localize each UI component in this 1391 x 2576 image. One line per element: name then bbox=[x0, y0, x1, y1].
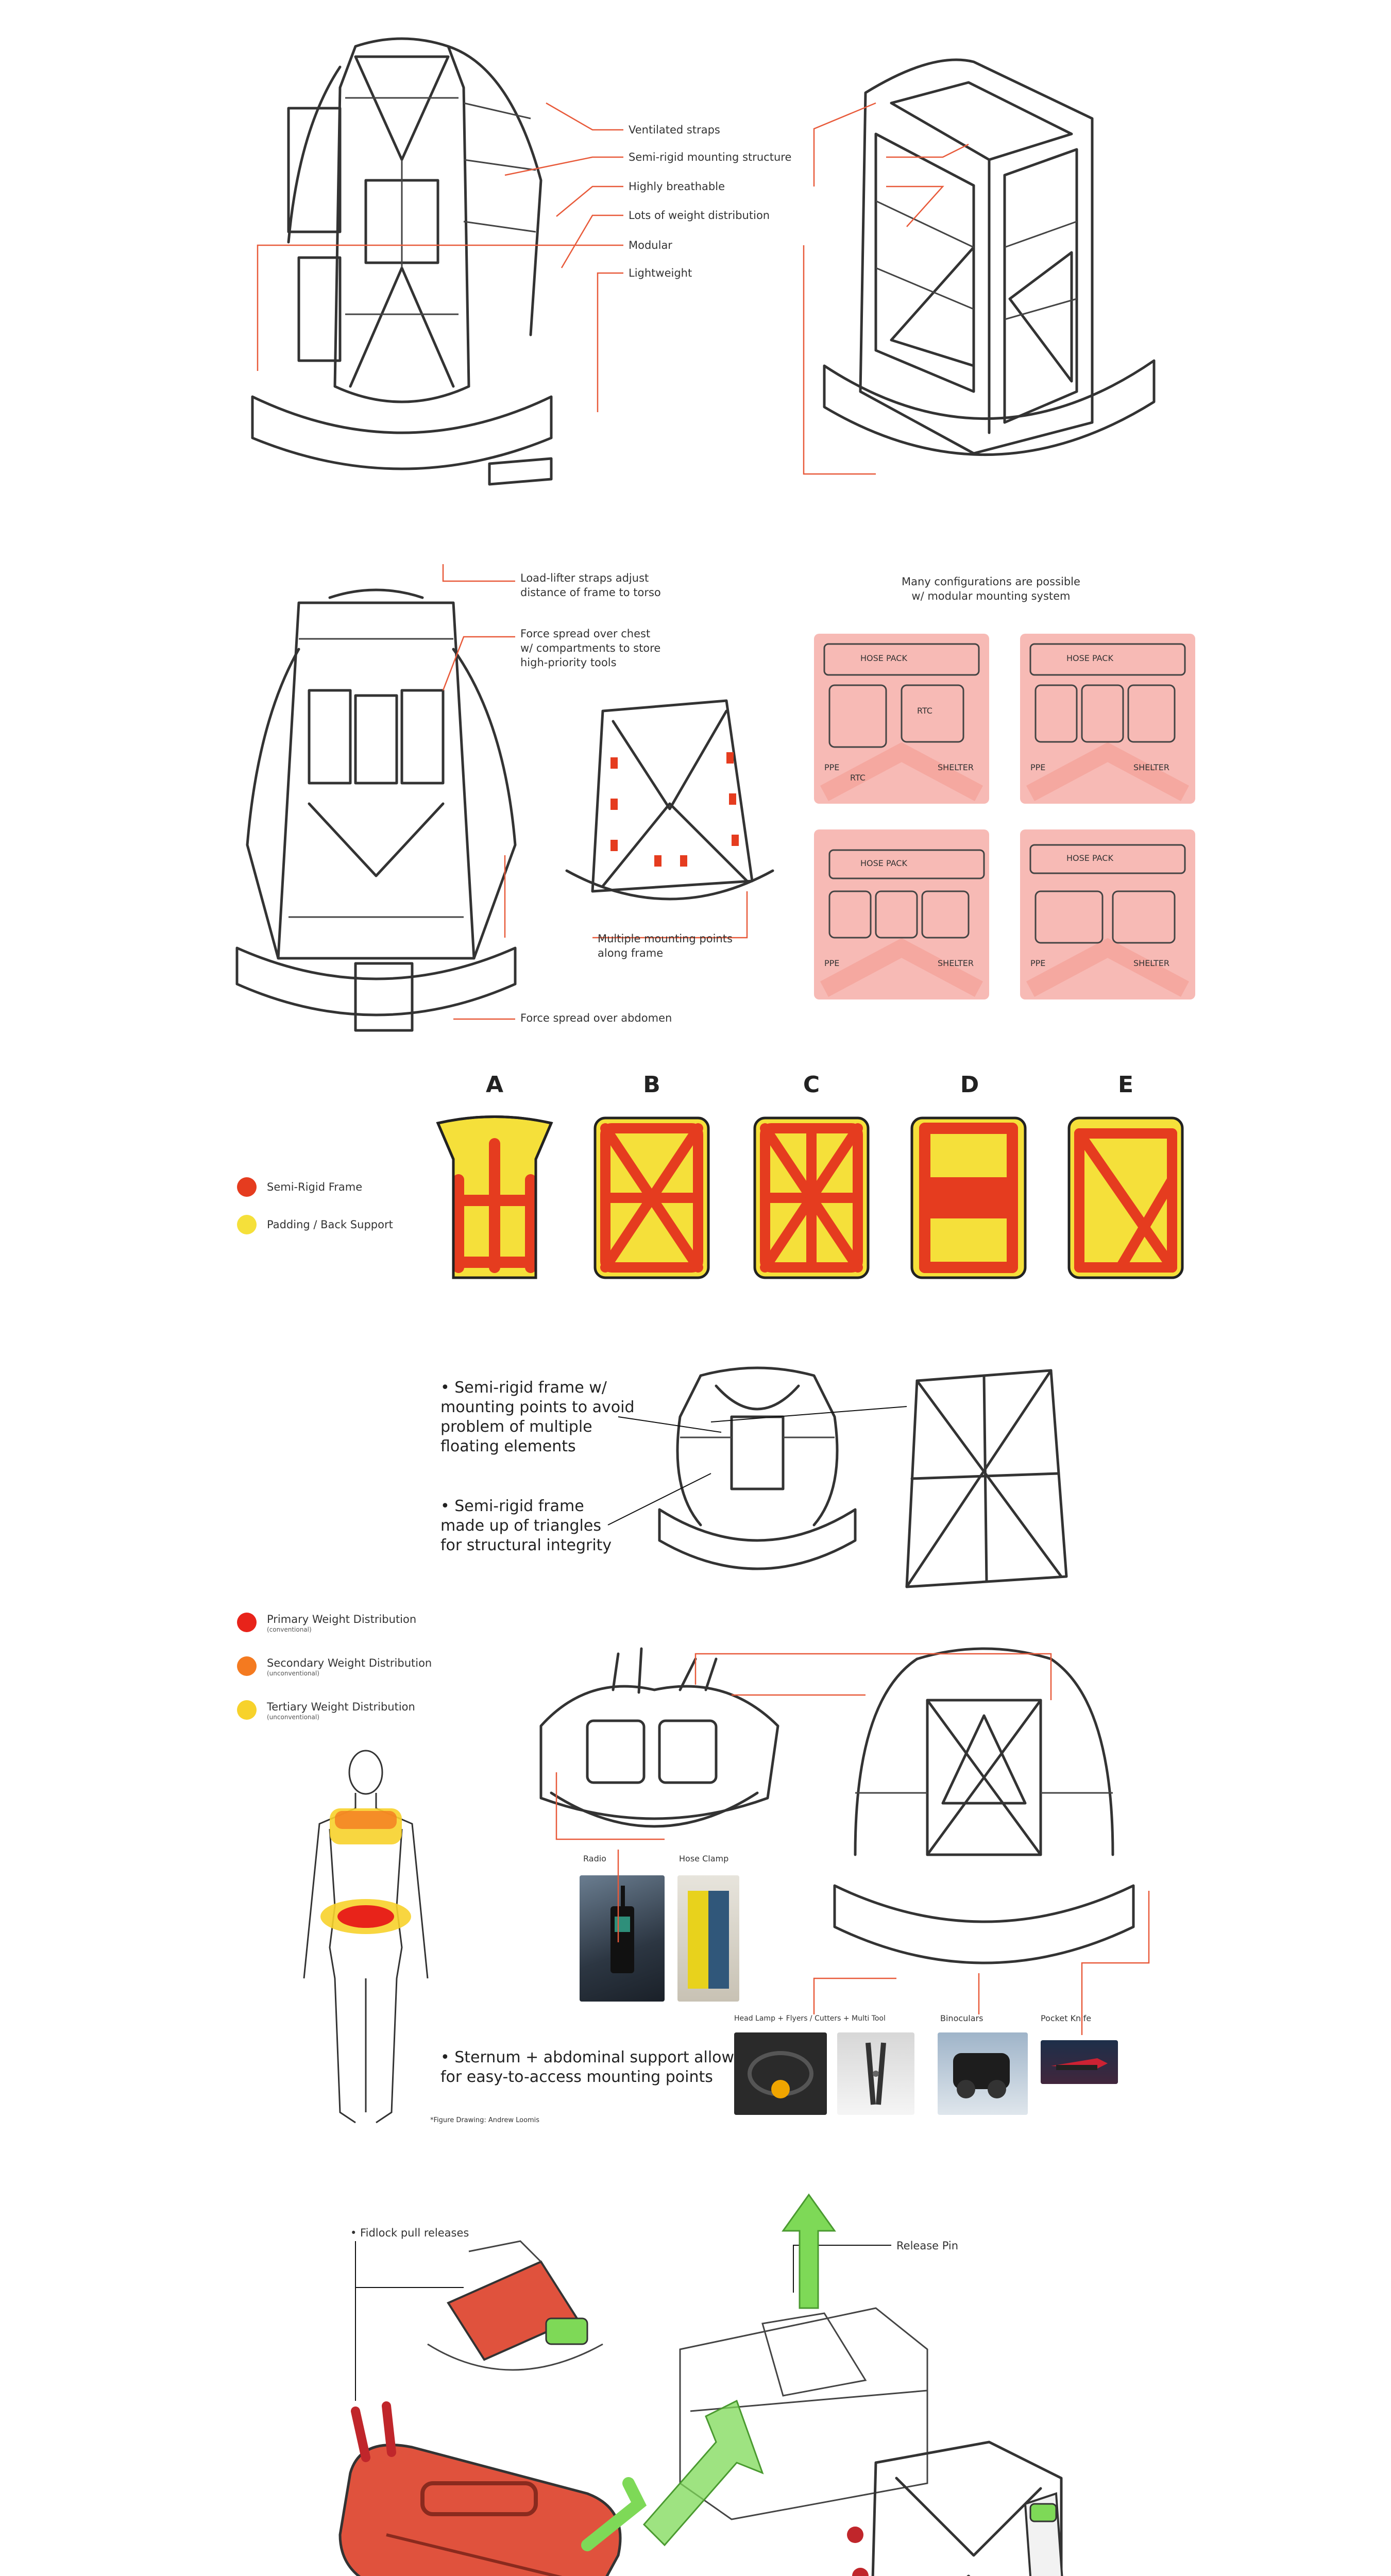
tool-label-head-lamp: Head Lamp + Flyers / Cutters + Multi Tool bbox=[734, 2014, 886, 2023]
config-tag: SHELTER bbox=[938, 958, 974, 968]
arrow-diagonal-icon bbox=[608, 2391, 773, 2555]
tool-label-binoculars: Binoculars bbox=[940, 2013, 983, 2023]
legend-sub: (conventional) bbox=[267, 1626, 312, 1633]
label-release-pin: Release Pin bbox=[896, 2240, 959, 2252]
config-tag: PPE bbox=[1030, 762, 1046, 772]
legend-padding bbox=[237, 1215, 393, 1234]
figure-credit: *Figure Drawing: Andrew Loomis bbox=[430, 2116, 540, 2124]
config-tag: HOSE PACK bbox=[1066, 853, 1113, 863]
frame-variant-c bbox=[750, 1113, 873, 1283]
config-tag: PPE bbox=[1030, 958, 1046, 968]
config-tag: SHELTER bbox=[938, 762, 974, 772]
frame-variant-e bbox=[1064, 1113, 1188, 1283]
frame-variant-d bbox=[907, 1113, 1030, 1283]
bullet-triangles: • Semi-rigid frame made up of triangles for structural integrity bbox=[440, 1497, 612, 1554]
bullet-sternum: • Sternum + abdominal support allow for easy-to-access mounting points bbox=[440, 2048, 735, 2086]
legend-label: Semi-Rigid Frame bbox=[267, 1181, 363, 1193]
label-force-chest: Force spread over chest w/ compartments to store high-priority tools bbox=[520, 628, 661, 669]
legend-label-text: Secondary Weight Distribution bbox=[267, 1657, 432, 1669]
label-weight-distribution: Lots of weight distribution bbox=[629, 209, 770, 222]
legend-swatch-red bbox=[237, 1177, 257, 1197]
variant-label-c: C bbox=[803, 1072, 820, 1098]
configuration-grid bbox=[804, 623, 1206, 1015]
label-force-abdomen: Force spread over abdomen bbox=[520, 1012, 672, 1024]
config-tag: PPE bbox=[824, 762, 840, 772]
tool-label-hose-clamp: Hose Clamp bbox=[679, 1854, 729, 1863]
frame-variant-b bbox=[590, 1113, 714, 1283]
config-tag: RTC bbox=[917, 706, 932, 716]
label-configs-note: Many configurations are possible w/ modular mounting system bbox=[902, 575, 1080, 602]
config-tag: HOSE PACK bbox=[1066, 653, 1113, 663]
tool-label-pocket-knife: Pocket Knife bbox=[1041, 2013, 1092, 2023]
leader-lines-section4 bbox=[0, 1391, 1391, 1546]
hose-pack-detail-sketch bbox=[407, 2231, 623, 2416]
variant-label-a: A bbox=[485, 1072, 504, 1098]
config-tag: SHELTER bbox=[1133, 958, 1170, 968]
variant-label-e: E bbox=[1117, 1072, 1134, 1098]
config-tag: RTC bbox=[850, 773, 866, 783]
legend-label-text: Tertiary Weight Distribution bbox=[267, 1701, 415, 1713]
leader-lines-section5 bbox=[0, 1623, 1391, 2138]
config-chevrons bbox=[804, 623, 1206, 1015]
legend-label: Padding / Back Support bbox=[267, 1218, 393, 1231]
frame-with-pack-sketch bbox=[855, 2432, 1092, 2576]
tool-label-radio: Radio bbox=[583, 1854, 606, 1863]
legend-semi-rigid-frame bbox=[237, 1177, 362, 1197]
label-semi-rigid-structure: Semi-rigid mounting structure bbox=[629, 151, 792, 163]
config-tag: PPE bbox=[824, 958, 840, 968]
bullet-mounting-points: • Semi-rigid frame w/ mounting points to avoid problem of multiple floating elements bbox=[440, 1379, 635, 1455]
legend-label-text: Primary Weight Distribution bbox=[267, 1613, 417, 1625]
label-ventilated-straps: Ventilated straps bbox=[629, 124, 720, 136]
label-lightweight: Lightweight bbox=[629, 267, 692, 279]
label-modular: Modular bbox=[629, 239, 672, 251]
label-fidlock-pull: • Fidlock pull releases bbox=[350, 2227, 469, 2239]
variant-label-d: D bbox=[960, 1072, 979, 1098]
config-tag: HOSE PACK bbox=[860, 858, 907, 868]
label-load-lifter: Load-lifter straps adjust distance of frame to torso bbox=[520, 572, 661, 599]
legend-swatch-yellow bbox=[237, 1215, 257, 1234]
legend-sub: (unconventional) bbox=[267, 1714, 319, 1721]
config-tag: HOSE PACK bbox=[860, 653, 907, 663]
label-mounting-points: Multiple mounting points along frame bbox=[598, 933, 733, 959]
config-tag: SHELTER bbox=[1133, 762, 1170, 772]
leader-lines-section1 bbox=[0, 0, 1391, 515]
label-highly-breathable: Highly breathable bbox=[629, 180, 725, 193]
frame-variant-a bbox=[433, 1113, 556, 1283]
variant-label-b: B bbox=[643, 1072, 660, 1098]
legend-sub: (unconventional) bbox=[267, 1670, 319, 1677]
